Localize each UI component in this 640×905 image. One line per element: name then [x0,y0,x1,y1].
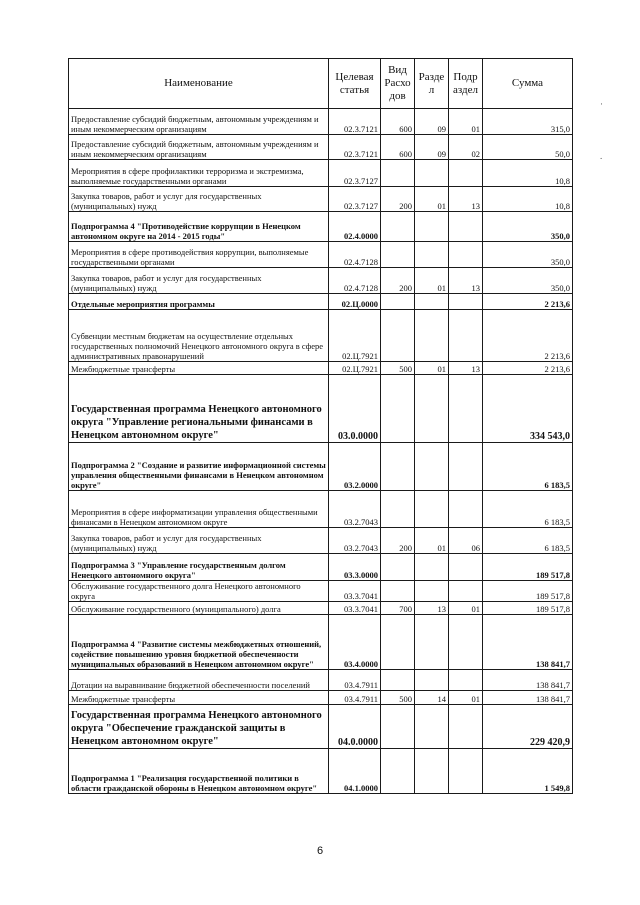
cell-sum: 2 213,6 [483,294,573,310]
header-name: Наименование [69,59,329,109]
cell-type [381,294,415,310]
table-row [69,691,573,705]
cell-section: 14 [415,691,449,705]
cell-code: 03.3.7041 [329,602,381,615]
cell-sum: 138 841,7 [483,670,573,691]
cell-section [415,705,449,749]
cell-type [381,749,415,794]
cell-subsection: 13 [449,187,483,212]
cell-section: 09 [415,109,449,135]
cell-type: 200 [381,187,415,212]
table-row [69,443,573,491]
cell-code: 03.2.0000 [329,443,381,491]
cell-sum: 50,0 [483,135,573,160]
cell-name: Межбюджетные трансферты [69,362,329,375]
cell-sum: 189 517,8 [483,581,573,602]
cell-name: Подпрограмма 3 "Управление государственным долгом Ненецкого автономного округа" [69,554,329,581]
cell-sum: 189 517,8 [483,602,573,615]
table-row [69,615,573,670]
cell-code: 02.3.7127 [329,187,381,212]
cell-section [415,615,449,670]
cell-section [415,294,449,310]
cell-name: Подпрограмма 1 "Реализация государственной политики в области гражданской обороны в Ненецком автономном округе" [69,749,329,794]
header-section: Разде л [415,59,449,109]
cell-section [415,554,449,581]
cell-subsection: 06 [449,528,483,554]
cell-type [381,375,415,443]
cell-code: 02.3.7121 [329,135,381,160]
cell-code: 02.3.7121 [329,109,381,135]
cell-section: 01 [415,268,449,294]
cell-section [415,749,449,794]
cell-type: 700 [381,602,415,615]
cell-sum: 1 549,8 [483,749,573,794]
cell-type [381,242,415,268]
cell-type [381,310,415,362]
cell-type: 600 [381,109,415,135]
cell-name: Обслуживание государственного (муниципального) долга [69,602,329,615]
cell-code: 02.4.0000 [329,212,381,242]
cell-subsection: 13 [449,268,483,294]
cell-sum: 2 213,6 [483,310,573,362]
cell-code: 04.1.0000 [329,749,381,794]
cell-section: 13 [415,602,449,615]
cell-code: 03.4.0000 [329,615,381,670]
cell-section [415,670,449,691]
cell-section: 01 [415,528,449,554]
cell-type [381,554,415,581]
cell-name: Субвенции местным бюджетам на осуществление отдельных государственных полномочий Ненецкого автономного округа в сфере административных правонарушений [69,310,329,362]
cell-type [381,212,415,242]
cell-section [415,581,449,602]
cell-sum: 10,8 [483,187,573,212]
table-row [69,212,573,242]
cell-type: 200 [381,268,415,294]
cell-subsection: 13 [449,362,483,375]
cell-type [381,160,415,187]
cell-type [381,443,415,491]
cell-code: 02.4.7128 [329,268,381,294]
scan-speck: . [600,151,603,161]
cell-name: Закупка товаров, работ и услуг для государственных (муниципальных) нужд [69,268,329,294]
cell-subsection: 01 [449,109,483,135]
cell-name: Государственная программа Ненецкого автономного округа "Обеспечение гражданской защиты в Ненецком автономном округе" [69,705,329,749]
table-row [69,310,573,362]
cell-name: Подпрограмма 4 "Развитие системы межбюджетных отношений, содействие повышению уровня бюджетной обеспеченности муниципальных образований в Ненецком автономном округе" [69,615,329,670]
table-row [69,242,573,268]
cell-subsection [449,375,483,443]
cell-name: Мероприятия в сфере противодействия коррупции, выполняемые государственными органами [69,242,329,268]
cell-sum: 334 543,0 [483,375,573,443]
cell-name: Предоставление субсидий бюджетным, автономным учреждениям и иным некоммерческим организациям [69,135,329,160]
table-row [69,670,573,691]
cell-sum: 10,8 [483,160,573,187]
table-row [69,160,573,187]
cell-name: Закупка товаров, работ и услуг для государственных (муниципальных) нужд [69,528,329,554]
cell-sum: 189 517,8 [483,554,573,581]
cell-code: 03.3.0000 [329,554,381,581]
cell-sum: 138 841,7 [483,691,573,705]
cell-type: 500 [381,362,415,375]
table-row [69,491,573,528]
table-row [69,109,573,135]
cell-name: Предоставление субсидий бюджетным, автономным учреждениям и иным некоммерческим организациям [69,109,329,135]
cell-sum: 350,0 [483,268,573,294]
cell-section [415,491,449,528]
cell-sum: 6 183,5 [483,528,573,554]
cell-section: 09 [415,135,449,160]
cell-subsection [449,581,483,602]
table-row [69,749,573,794]
cell-sum: 2 213,6 [483,362,573,375]
cell-sum: 315,0 [483,109,573,135]
cell-code: 03.4.7911 [329,670,381,691]
table-row [69,268,573,294]
page-number: 6 [316,845,324,857]
cell-subsection [449,242,483,268]
table-row [69,528,573,554]
cell-subsection [449,294,483,310]
cell-name: Межбюджетные трансферты [69,691,329,705]
budget-table [68,58,573,794]
cell-section [415,160,449,187]
table-row [69,375,573,443]
cell-section: 01 [415,362,449,375]
cell-subsection [449,670,483,691]
cell-section [415,443,449,491]
cell-subsection [449,554,483,581]
scan-speck: · [600,99,603,109]
cell-name: Дотации на выравнивание бюджетной обеспеченности поселений [69,670,329,691]
cell-name: Мероприятия в сфере информатизации управления общественными финансами в Ненецком автономном округе [69,491,329,528]
header-type: Вид Расхо дов [381,59,415,109]
cell-sum: 350,0 [483,212,573,242]
table-row [69,187,573,212]
cell-code: 02.3.7127 [329,160,381,187]
table-row [69,705,573,749]
table-row [69,554,573,581]
cell-type [381,670,415,691]
cell-name: Подпрограмма 2 "Создание и развитие информационной системы управления общественными финансами в Ненецком автономном округе" [69,443,329,491]
cell-section: 01 [415,187,449,212]
header-subsection: Подр аздел [449,59,483,109]
cell-subsection [449,160,483,187]
cell-type [381,581,415,602]
cell-type: 500 [381,691,415,705]
cell-subsection [449,212,483,242]
cell-name: Государственная программа Ненецкого автономного округа "Управление региональными финансами в Ненецком автономном округе" [69,375,329,443]
cell-subsection: 01 [449,691,483,705]
cell-code: 02.Ц.7921 [329,310,381,362]
cell-subsection [449,491,483,528]
cell-sum: 6 183,5 [483,443,573,491]
cell-sum: 350,0 [483,242,573,268]
cell-subsection: 02 [449,135,483,160]
table-row [69,294,573,310]
cell-section [415,212,449,242]
cell-subsection [449,749,483,794]
cell-section [415,242,449,268]
cell-code: 03.2.7043 [329,528,381,554]
cell-code: 03.3.7041 [329,581,381,602]
table-row [69,135,573,160]
table-row [69,362,573,375]
table-row [69,602,573,615]
cell-subsection: 01 [449,602,483,615]
cell-name: Закупка товаров, работ и услуг для государственных (муниципальных) нужд [69,187,329,212]
cell-code: 02.4.7128 [329,242,381,268]
cell-code: 03.4.7911 [329,691,381,705]
cell-section [415,375,449,443]
cell-code: 04.0.0000 [329,705,381,749]
cell-subsection [449,310,483,362]
cell-subsection [449,443,483,491]
cell-type: 200 [381,528,415,554]
cell-subsection [449,615,483,670]
table-row [69,581,573,602]
cell-code: 02.Ц.7921 [329,362,381,375]
cell-type [381,615,415,670]
cell-name: Подпрограмма 4 "Противодействие коррупции в Ненецком автономном округе на 2014 - 2015 годы" [69,212,329,242]
table-body [69,109,573,794]
cell-code: 03.0.0000 [329,375,381,443]
cell-section [415,310,449,362]
cell-code: 02.Ц.0000 [329,294,381,310]
header-code: Целевая статья [329,59,381,109]
cell-name: Обслуживание государственного долга Ненецкого автономного округа [69,581,329,602]
cell-sum: 138 841,7 [483,615,573,670]
cell-type: 600 [381,135,415,160]
cell-type [381,705,415,749]
table-header-row [69,59,573,109]
cell-sum: 229 420,9 [483,705,573,749]
cell-name: Отдельные мероприятия программы [69,294,329,310]
cell-subsection [449,705,483,749]
cell-sum: 6 183,5 [483,491,573,528]
header-sum: Сумма [483,59,573,109]
cell-code: 03.2.7043 [329,491,381,528]
cell-type [381,491,415,528]
cell-name: Мероприятия в сфере профилактики терроризма и экстремизма, выполняемые государственными органами [69,160,329,187]
